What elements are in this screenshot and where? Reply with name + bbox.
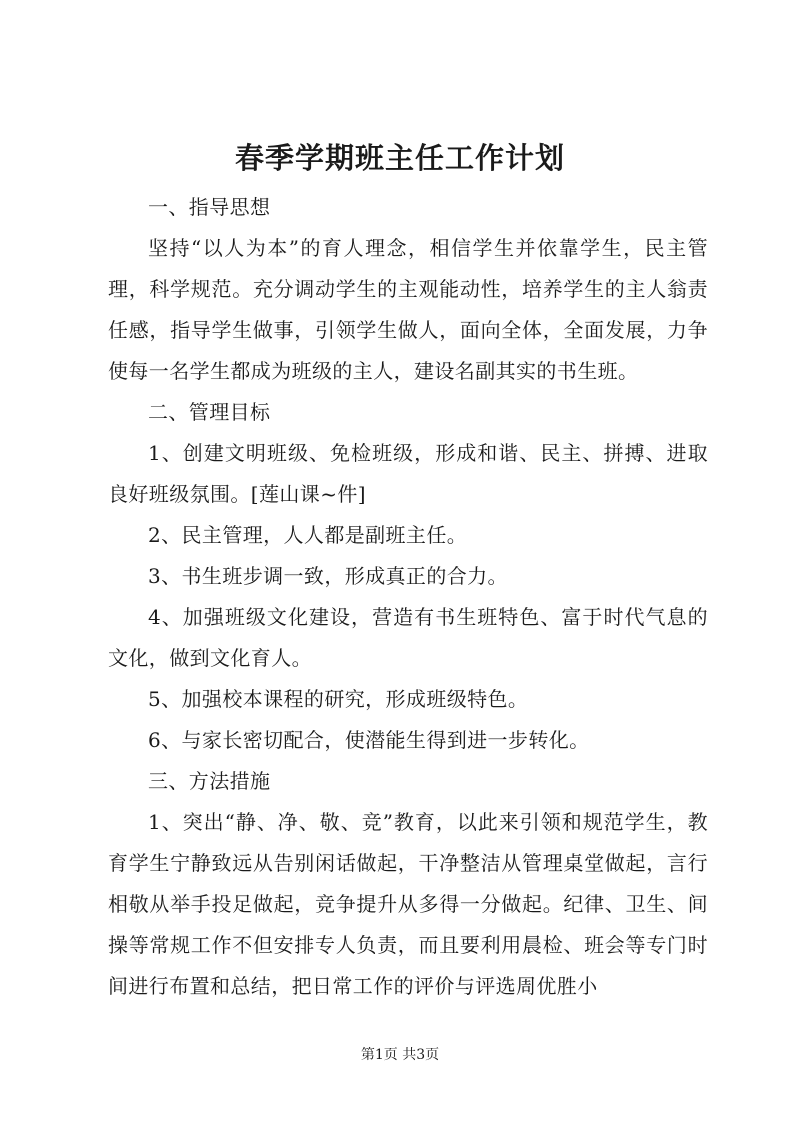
method-item-1: 1、突出“静、净、敬、竞”教育，以此来引领和规范学生，教育学生宁静致远从告别闲话做起，干净整洁从管理桌堂做起，言行相敬从举手投足做起，竞争提升从多得一分做起。纪律、卫生、间操等常规工作不但安排专人负责，而且要利用晨检、班会等专门时间进行布置和总结，把日常工作的评价与评选周优胜小 bbox=[108, 810, 708, 998]
goal-item-4: 4、加强班级文化建设，营造有书生班特色、富于时代气息的文化，做到文化育人。 bbox=[108, 605, 708, 670]
goal-item-6: 6、与家长密切配合，使潜能生得到进一步转化。 bbox=[148, 728, 590, 752]
section-heading-guiding-ideology: 一、指导思想 bbox=[148, 195, 271, 219]
goal-item-2: 2、民主管理，人人都是副班主任。 bbox=[148, 523, 468, 547]
page-footer: 第1页 共3页 bbox=[360, 1047, 440, 1063]
document-body bbox=[108, 187, 708, 1007]
goal-item-5: 5、加强校本课程的研究，形成班级特色。 bbox=[148, 687, 529, 711]
goal-item-1: 1、创建文明班级、免检班级，形成和谐、民主、拼搏、进取良好班级氛围。[莲山课~件] bbox=[108, 441, 708, 506]
section-heading-management-goals: 二、管理目标 bbox=[148, 400, 271, 424]
goal-item-3: 3、书生班步调一致，形成真正的合力。 bbox=[148, 564, 508, 588]
document-title: 春季学期班主任工作计划 bbox=[234, 141, 565, 175]
section-heading-methods: 三、方法措施 bbox=[148, 769, 271, 793]
paragraph-guiding-ideology: 坚持“以人为本”的育人理念，相信学生并依靠学生，民主管理，科学规范。充分调动学生的主观能动性，培养学生的主人翁责任感，指导学生做事，引领学生做人，面向全体，全面发展，力争使每一名学生都成为班级的主人，建设名副其实的书生班。 bbox=[108, 236, 708, 383]
